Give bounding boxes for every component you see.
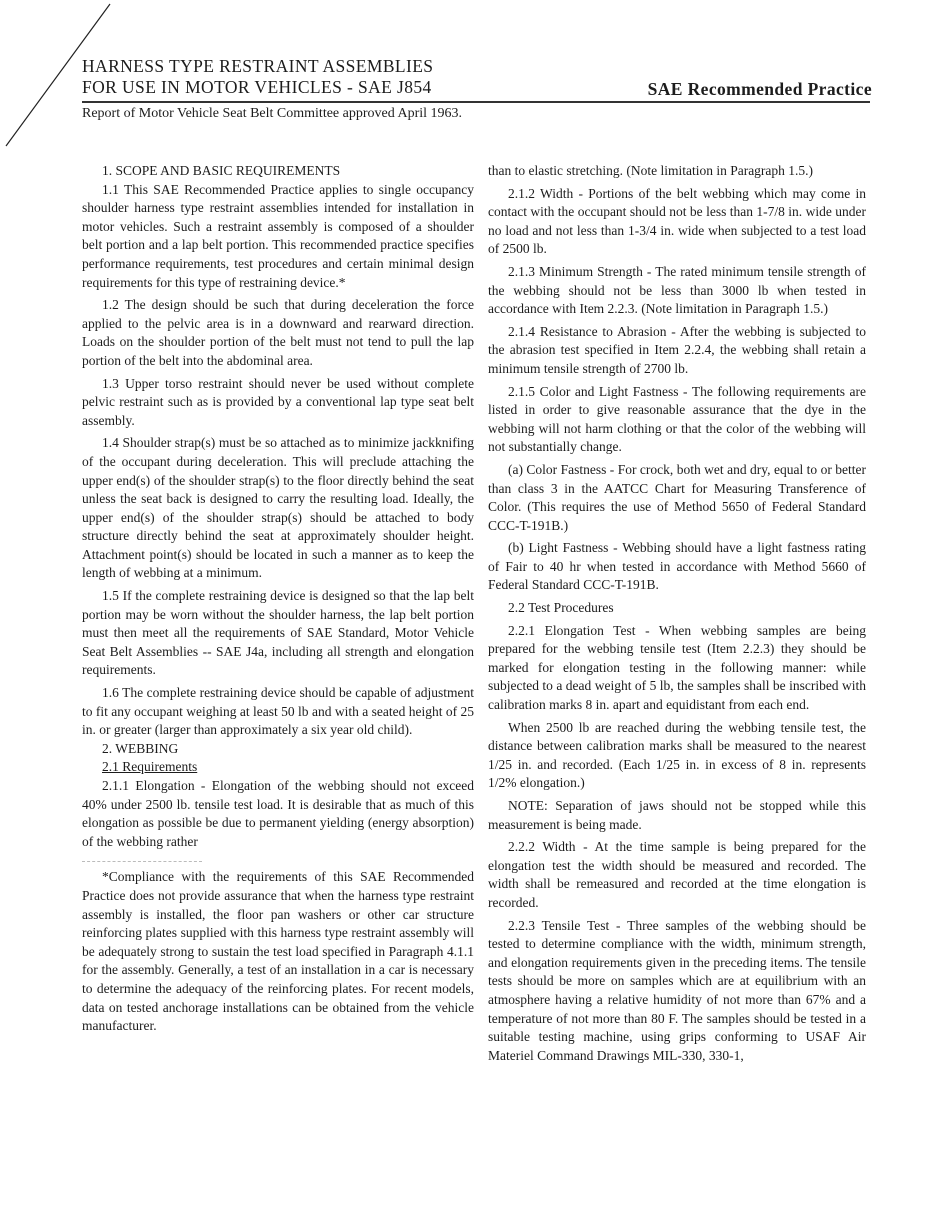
left-column (82, 162, 474, 1036)
footnote (82, 868, 474, 1035)
paragraph-1-2: 1.2 The design should be such that during deceleration the force applied to the pelvic area is in a downward and rearward direction. Loads on the shoulder portion of the belt must not tend to pull the lap portion of the belt into the abdominal area. (82, 297, 474, 368)
paragraph-2-2-2: 2.2.2 Width - At the time sample is being prepared for the elongation test the width should be measured and recorded. The width shall be remeasured and recorded at the time elongation is recorded. (488, 839, 866, 910)
paragraph-1-6: 1.6 The complete restraining device should be capable of adjustment to fit any occupant weighing at least 50 lb and with a seated height of 25 in. or greater (larger than approximately a six year old child). (82, 685, 474, 738)
paragraph-1-4: 1.4 Shoulder strap(s) must be so attached as to minimize jackknifing of the occupant during deceleration. This will preclude attaching the upper end(s) of the shoulder strap(s) to the floor directly behind the seat unless the seat back is designed to carry the resulting load. Ideally, the upper end(s) of the shoulder strap(s) should be attached to body structure directly behind the seat at approximately shoulder height. Attachment point(s) should be located in such a manner as to keep the length of webbing at a minimum. (82, 435, 474, 581)
paragraph-1-5: 1.5 If the complete restraining device is designed so that the lap belt portion may be worn without the shoulder harness, the lap belt portion must then meet all the requirements of SAE Standard, Motor Vehicle Seat Belt Assemblies -- SAE J4a, including all strength and elongation requirements. (82, 588, 474, 678)
practice-label: SAE Recommended Practice (647, 79, 872, 99)
paragraph-2-2-1: 2.2.1 Elongation Test - When webbing samples are being prepared for the webbing tensile test (Item 2.2.3) they should be marked for elongation testing in the following manner: while subjected to a dead weight of 5 lb, the samples shall be inscribed with calibration marks 8 in. apart and equidistant from each end. (488, 622, 866, 713)
report-line: Report of Motor Vehicle Seat Belt Committee approved April 1963. (82, 106, 463, 121)
paragraph-note: NOTE: Separation of jaws should not be stopped while this measurement is being made. (488, 798, 866, 832)
paragraph-2-1-5: 2.1.5 Color and Light Fastness - The following requirements are listed in order to give reasonable assurance that the dye in the webbing will not harm clothing or that the color of the webbing will not substantially change. (488, 383, 866, 455)
footnote-rule (82, 861, 202, 862)
paragraph-1-1: 1.1 This SAE Recommended Practice applies to single occupancy shoulder harness type restraint assemblies intended for installation in motor vehicles. Such a restraint assembly is composed of a shoulder belt portion and a lap belt portion. This recommended practice specifies performance requirements, test procedures and certain minimal design requirements for this type of restraining device.* (82, 181, 474, 290)
paragraph-2-2-3: 2.2.3 Tensile Test - Three samples of the webbing should be tested to determine compliance with the width, minimum strength, and elongation requirements given in the preceding items. The tensile tests should be more on samples which are at equilibrium with an atmosphere having a relative humidity of not more than 67% and a temperature of not more than 80 F. The samples should be tested in a suitable testing machine, using grips conforming to USAF Air Materiel Command Drawings MIL-330, 330-1, (488, 917, 866, 1063)
subheading-test-procedures: 2.2 Test Procedures (508, 600, 614, 616)
title-line-2: FOR USE IN MOTOR VEHICLES - SAE J854 (82, 77, 432, 97)
subheading-requirements: 2.1 Requirements (102, 759, 198, 775)
document-header (82, 56, 872, 98)
paragraph-measurement: When 2500 lb are reached during the webbing tensile test, the distance between calibration marks shall be measured to the nearest 1/25 in. and recorded. (Each 1/25 in. in excess of 8 in. represents 1/2% elongation.) (488, 719, 866, 791)
paragraph-2-1-2: 2.1.2 Width - Portions of the belt webbing which may come in contact with the occupant should not be less than 1-7/8 in. wide under no load and not less than 1-3/4 in. wide when subjected to a test load of 2500 lb. (488, 185, 866, 257)
right-column (488, 162, 866, 1065)
paragraph-1-3: 1.3 Upper torso restraint should never be used without complete pelvic restraint such as is provided by a conventional lap type seat belt assembly. (82, 375, 474, 428)
paragraph-2-1-3: 2.1.3 Minimum Strength - The rated minimum tensile strength of the webbing should not be less than 3000 lb when tested in accordance with Item 2.2.3. (Note limitation in Paragraph 1.5.) (488, 263, 866, 317)
title-line-1: HARNESS TYPE RESTRAINT ASSEMBLIES (82, 56, 434, 76)
footnote-text: *Compliance with the requirements of this SAE Recommended Practice does not provide assurance that when the harness type restraint assembly is installed, the floor pan washers or other car structure reinforcing plates supplied with this harness type restraint assembly will be adequately strong to sustain the test load specified in Paragraph 4.1.1 for the assembly. Generally, a test of an installation in a car is necessary to determine the adequacy of the reinforcing plates. For recent models, data on tested anchorage installations can be obtained from the vehicle manufacturer. (82, 869, 474, 1034)
paragraph-continued: than to elastic stretching. (Note limitation in Paragraph 1.5.) (488, 163, 814, 178)
header-rule (82, 101, 870, 103)
paragraph-color-fastness: (a) Color Fastness - For crock, both wet and dry, equal to or better than class 3 in the AATCC Chart for Measuring Transference of Color. (This requires the use of Method 5650 of Federal Standard CCC-T-191B.) (488, 461, 866, 533)
paragraph-2-1-1: 2.1.1 Elongation - Elongation of the webbing should not exceed 40% under 2500 lb. tensile test load. It is desirable that as much of this elongation as possible be due to permanent yielding (energy absorption) of the webbing rather (82, 778, 474, 849)
section-heading-scope: 1. SCOPE AND BASIC REQUIREMENTS (102, 163, 341, 178)
section-heading-webbing: 2. WEBBING (102, 740, 179, 756)
paragraph-light-fastness: (b) Light Fastness - Webbing should have a light fastness rating of Fair to 40 hr when tested in accordance with Method 5660 of Federal Standard CCC-T-191B. (488, 540, 866, 593)
paragraph-2-1-4: 2.1.4 Resistance to Abrasion - After the webbing is subjected to the abrasion test specified in Item 2.2.4, the webbing shall retain a minimum tensile strength of 2700 lb. (488, 323, 866, 376)
